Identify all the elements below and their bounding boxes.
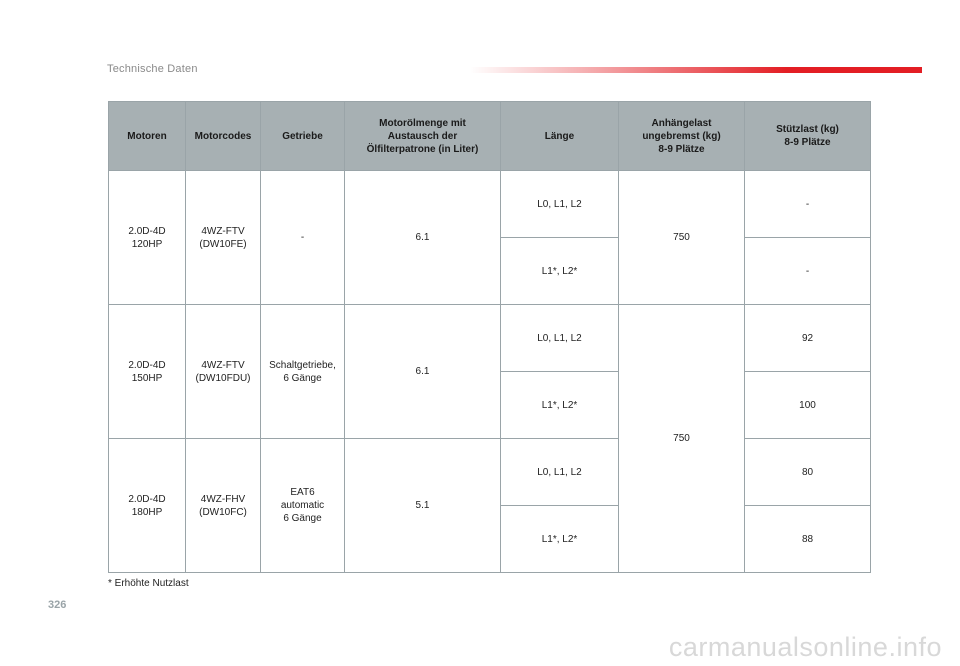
laenge-cell: L1*, L2* <box>501 238 619 305</box>
column-header <box>619 102 745 171</box>
column-header <box>501 102 619 171</box>
laenge-cell: L1*, L2* <box>501 372 619 439</box>
column-header-line: Austausch der <box>387 130 458 142</box>
column-header <box>261 102 345 171</box>
cell-line: 120HP <box>131 238 163 250</box>
column-header <box>745 102 871 171</box>
column-header-line: Stützlast (kg) <box>776 124 839 135</box>
cell-line: (DW10FC) <box>199 506 247 518</box>
stuetzlast-cell: 80 <box>745 439 871 506</box>
table-row <box>109 305 871 372</box>
cell-line: 180HP <box>131 506 163 518</box>
anhaengelast-cell: 750 <box>619 171 745 305</box>
stuetzlast-cell: - <box>745 171 871 238</box>
table-header-row <box>109 102 871 171</box>
stuetzlast-cell: - <box>745 238 871 305</box>
motor-cell <box>109 439 186 573</box>
cell-line: (DW10FE) <box>199 238 247 250</box>
column-header-line: Anhängelast <box>651 117 712 129</box>
section-accent-bar <box>470 67 922 73</box>
technical-data-table <box>108 101 871 573</box>
getriebe-cell <box>261 439 345 573</box>
stuetzlast-cell: 100 <box>745 372 871 439</box>
getriebe-cell <box>261 171 345 305</box>
motor-cell <box>109 305 186 439</box>
laenge-cell: L0, L1, L2 <box>501 439 619 506</box>
cell-line: - <box>300 232 305 243</box>
column-header-line: ungebremst (kg) <box>642 130 721 142</box>
oil-capacity-cell: 5.1 <box>345 439 501 573</box>
laenge-cell: L1*, L2* <box>501 506 619 573</box>
page-number: 326 <box>48 599 67 611</box>
laenge-cell: L0, L1, L2 <box>501 305 619 372</box>
column-header-line: 8-9 Plätze <box>784 137 831 148</box>
column-header-line: Länge <box>544 130 575 142</box>
cell-line: Schaltgetriebe, <box>269 359 336 371</box>
cell-line: 2.0D-4D <box>128 359 166 371</box>
cell-line: 4WZ-FTV <box>201 225 245 237</box>
motorcode-cell <box>186 439 261 573</box>
column-header-line: Getriebe <box>282 130 323 142</box>
motorcode-cell <box>186 305 261 439</box>
table-row <box>109 171 871 238</box>
cell-line: 6 Gänge <box>283 372 322 384</box>
stuetzlast-cell: 88 <box>745 506 871 573</box>
motorcode-cell <box>186 171 261 305</box>
column-header <box>109 102 186 171</box>
column-header-line: 8-9 Plätze <box>658 143 705 155</box>
cell-line: 2.0D-4D <box>128 493 166 505</box>
stuetzlast-cell: 92 <box>745 305 871 372</box>
cell-line: 6 Gänge <box>283 513 322 524</box>
column-header-line: Motorcodes <box>194 130 252 142</box>
column-header <box>186 102 261 171</box>
table-row <box>109 439 871 506</box>
laenge-cell: L0, L1, L2 <box>501 171 619 238</box>
cell-line: 150HP <box>131 372 163 384</box>
oil-capacity-cell: 6.1 <box>345 305 501 439</box>
section-title: Technische Daten <box>107 63 198 75</box>
cell-line: EAT6 <box>290 487 315 498</box>
cell-line: automatic <box>280 500 325 511</box>
cell-line: 4WZ-FHV <box>200 493 246 505</box>
cell-line: (DW10FDU) <box>195 372 251 384</box>
getriebe-cell <box>261 305 345 439</box>
oil-capacity-cell: 6.1 <box>345 171 501 305</box>
footnote: * Erhöhte Nutzlast <box>108 578 189 589</box>
watermark: carmanualsonline.info <box>668 632 942 662</box>
anhaengelast-cell: 750 <box>619 305 745 573</box>
column-header <box>345 102 501 171</box>
cell-line: 2.0D-4D <box>128 225 166 237</box>
motor-cell <box>109 171 186 305</box>
column-header-line: Motorölmenge mit <box>379 117 466 129</box>
column-header-line: Motoren <box>127 130 167 142</box>
cell-line: 4WZ-FTV <box>201 359 245 371</box>
column-header-line: Ölfilterpatrone (in Liter) <box>366 143 479 155</box>
